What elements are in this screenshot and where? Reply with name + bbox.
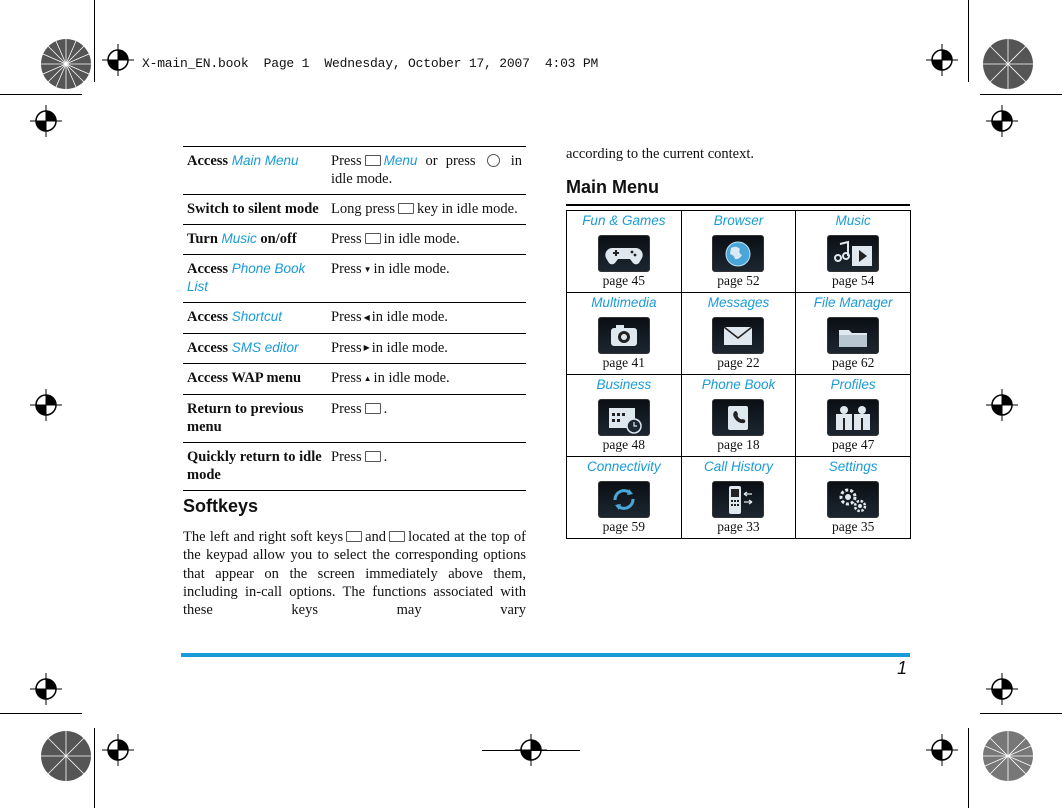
page-reference: page 48 bbox=[602, 437, 645, 452]
registration-crosshair-icon bbox=[926, 734, 958, 766]
right-softkey-icon bbox=[389, 531, 405, 542]
page-reference: page 47 bbox=[831, 437, 875, 452]
description-cell: Press . bbox=[327, 395, 526, 443]
end-call-key-icon bbox=[365, 451, 381, 462]
ok-key-icon bbox=[487, 154, 500, 167]
registration-crosshair-icon bbox=[986, 673, 1018, 705]
nav-down-icon: ▼ bbox=[363, 264, 372, 274]
table-row bbox=[183, 333, 526, 364]
action-cell: Return to previous menu bbox=[183, 395, 327, 443]
nav-left-icon: ◀ bbox=[363, 312, 370, 322]
action-cell: Access Main Menu bbox=[183, 147, 327, 195]
nav-right-icon: ▶ bbox=[363, 343, 370, 353]
table-row bbox=[567, 457, 911, 539]
description-cell: Press . bbox=[327, 443, 526, 491]
left-softkey-icon bbox=[346, 531, 362, 542]
page-reference: page 41 bbox=[602, 355, 645, 370]
table-row bbox=[567, 375, 911, 457]
softkeys-heading: Softkeys bbox=[183, 496, 259, 516]
table-row bbox=[183, 364, 526, 395]
menu-label: Browser bbox=[713, 213, 764, 228]
nav-up-icon: ▲ bbox=[363, 374, 372, 384]
menu-label: Phone Book bbox=[701, 377, 776, 392]
menu-cell bbox=[567, 293, 682, 375]
page-reference: page 22 bbox=[717, 355, 760, 370]
table-row bbox=[567, 293, 911, 375]
menu-label: File Manager bbox=[813, 295, 893, 310]
menu-cell bbox=[681, 293, 796, 375]
registration-crosshair-icon bbox=[986, 105, 1018, 137]
crop-mark bbox=[94, 0, 95, 82]
registration-burst-icon bbox=[982, 38, 1034, 90]
action-cell: Access SMS editor bbox=[183, 333, 327, 364]
page-reference: page 18 bbox=[717, 437, 760, 452]
menu-cell bbox=[681, 375, 796, 457]
description-cell: Press Menu or press in idle mode. bbox=[327, 147, 526, 195]
main-menu-grid bbox=[566, 210, 911, 539]
profiles-icon bbox=[827, 399, 879, 436]
page-reference: page 59 bbox=[602, 519, 645, 534]
table-row bbox=[183, 443, 526, 491]
main-menu-heading: Main Menu bbox=[566, 177, 659, 197]
call-history-icon bbox=[712, 481, 764, 518]
globe-icon bbox=[712, 235, 764, 272]
gamepad-icon bbox=[598, 235, 650, 272]
folder-icon bbox=[827, 317, 879, 354]
page-reference: page 54 bbox=[831, 273, 875, 288]
action-cell: Access Phone Book List bbox=[183, 255, 327, 303]
crop-mark bbox=[968, 728, 969, 808]
menu-cell bbox=[567, 457, 682, 539]
menu-label: Messages bbox=[707, 295, 770, 310]
menu-cell bbox=[567, 211, 682, 293]
left-softkey-icon bbox=[365, 155, 381, 166]
registration-burst-icon bbox=[40, 730, 92, 782]
menu-label: Multimedia bbox=[591, 295, 657, 310]
page-reference: page 52 bbox=[717, 273, 760, 288]
camera-icon bbox=[598, 317, 650, 354]
footer-rule bbox=[181, 653, 910, 657]
menu-cell bbox=[796, 293, 911, 375]
action-cell: Switch to silent mode bbox=[183, 195, 327, 225]
menu-label: Profiles bbox=[830, 377, 876, 392]
menu-label: Connectivity bbox=[587, 459, 661, 474]
description-cell: Press ◀ in idle mode. bbox=[327, 303, 526, 334]
registration-crosshair-icon bbox=[986, 389, 1018, 421]
key-actions-table bbox=[183, 146, 526, 491]
paragraph-continuation: according to the current context. bbox=[566, 146, 755, 162]
silent-key-icon bbox=[398, 203, 414, 214]
action-cell: Quickly return to idle mode bbox=[183, 443, 327, 491]
heading-rule bbox=[566, 204, 910, 206]
gears-icon bbox=[827, 481, 879, 518]
menu-label: Business bbox=[596, 377, 652, 392]
page-reference: page 62 bbox=[831, 355, 875, 370]
crop-mark bbox=[94, 728, 95, 808]
softkeys-paragraph: The left and right soft keys and located at the top of the keypad allow you to select the corresponding options that appear on the screen immediately above them, including in-call options. The functions associated with these keys may vary bbox=[183, 529, 526, 619]
right-softkey-icon bbox=[365, 233, 381, 244]
action-cell: Access Shortcut bbox=[183, 303, 327, 334]
registration-crosshair-icon bbox=[926, 44, 958, 76]
music-icon bbox=[827, 235, 879, 272]
menu-cell bbox=[681, 211, 796, 293]
registration-crosshair-icon bbox=[30, 389, 62, 421]
registration-crosshair-icon bbox=[30, 673, 62, 705]
registration-crosshair-icon bbox=[102, 44, 134, 76]
phone-book-icon bbox=[712, 399, 764, 436]
menu-cell bbox=[796, 457, 911, 539]
calendar-clock-icon bbox=[598, 399, 650, 436]
menu-label: Music bbox=[835, 213, 871, 228]
menu-label: Settings bbox=[828, 459, 878, 474]
registration-burst-icon bbox=[982, 730, 1034, 782]
action-cell: Access WAP menu bbox=[183, 364, 327, 395]
table-row bbox=[183, 147, 526, 195]
table-row bbox=[183, 395, 526, 443]
print-header: X-main_EN.book Page 1 Wednesday, October 17, 2007 4:03 PM bbox=[142, 56, 599, 71]
sync-icon bbox=[598, 481, 650, 518]
page-reference: page 35 bbox=[831, 519, 875, 534]
table-row bbox=[183, 225, 526, 255]
table-row bbox=[567, 211, 911, 293]
description-cell: Press ▶ in idle mode. bbox=[327, 333, 526, 364]
menu-cell bbox=[681, 457, 796, 539]
page-reference: page 33 bbox=[717, 519, 760, 534]
page-number: 1 bbox=[897, 658, 908, 678]
crop-mark bbox=[0, 713, 82, 714]
menu-cell bbox=[796, 375, 911, 457]
registration-crosshair-icon bbox=[102, 734, 134, 766]
description-cell: Long press key in idle mode. bbox=[327, 195, 526, 225]
table-row bbox=[183, 303, 526, 334]
menu-cell bbox=[567, 375, 682, 457]
menu-cell bbox=[796, 211, 911, 293]
description-cell: Press ▲ in idle mode. bbox=[327, 364, 526, 395]
crop-mark bbox=[968, 0, 969, 82]
crop-mark bbox=[0, 94, 82, 95]
registration-crosshair-icon bbox=[30, 105, 62, 137]
action-cell: Turn Music on/off bbox=[183, 225, 327, 255]
table-row bbox=[183, 255, 526, 303]
registration-burst-icon bbox=[40, 38, 92, 90]
description-cell: Press in idle mode. bbox=[327, 225, 526, 255]
page-reference: page 45 bbox=[602, 273, 645, 288]
crop-mark bbox=[980, 713, 1062, 714]
right-softkey-icon bbox=[365, 403, 381, 414]
menu-label: Fun & Games bbox=[582, 213, 666, 228]
crop-mark bbox=[482, 750, 580, 751]
description-cell: Press ▼ in idle mode. bbox=[327, 255, 526, 303]
envelope-icon bbox=[712, 317, 764, 354]
menu-label: Call History bbox=[703, 459, 773, 474]
crop-mark bbox=[980, 94, 1062, 95]
table-row bbox=[183, 195, 526, 225]
